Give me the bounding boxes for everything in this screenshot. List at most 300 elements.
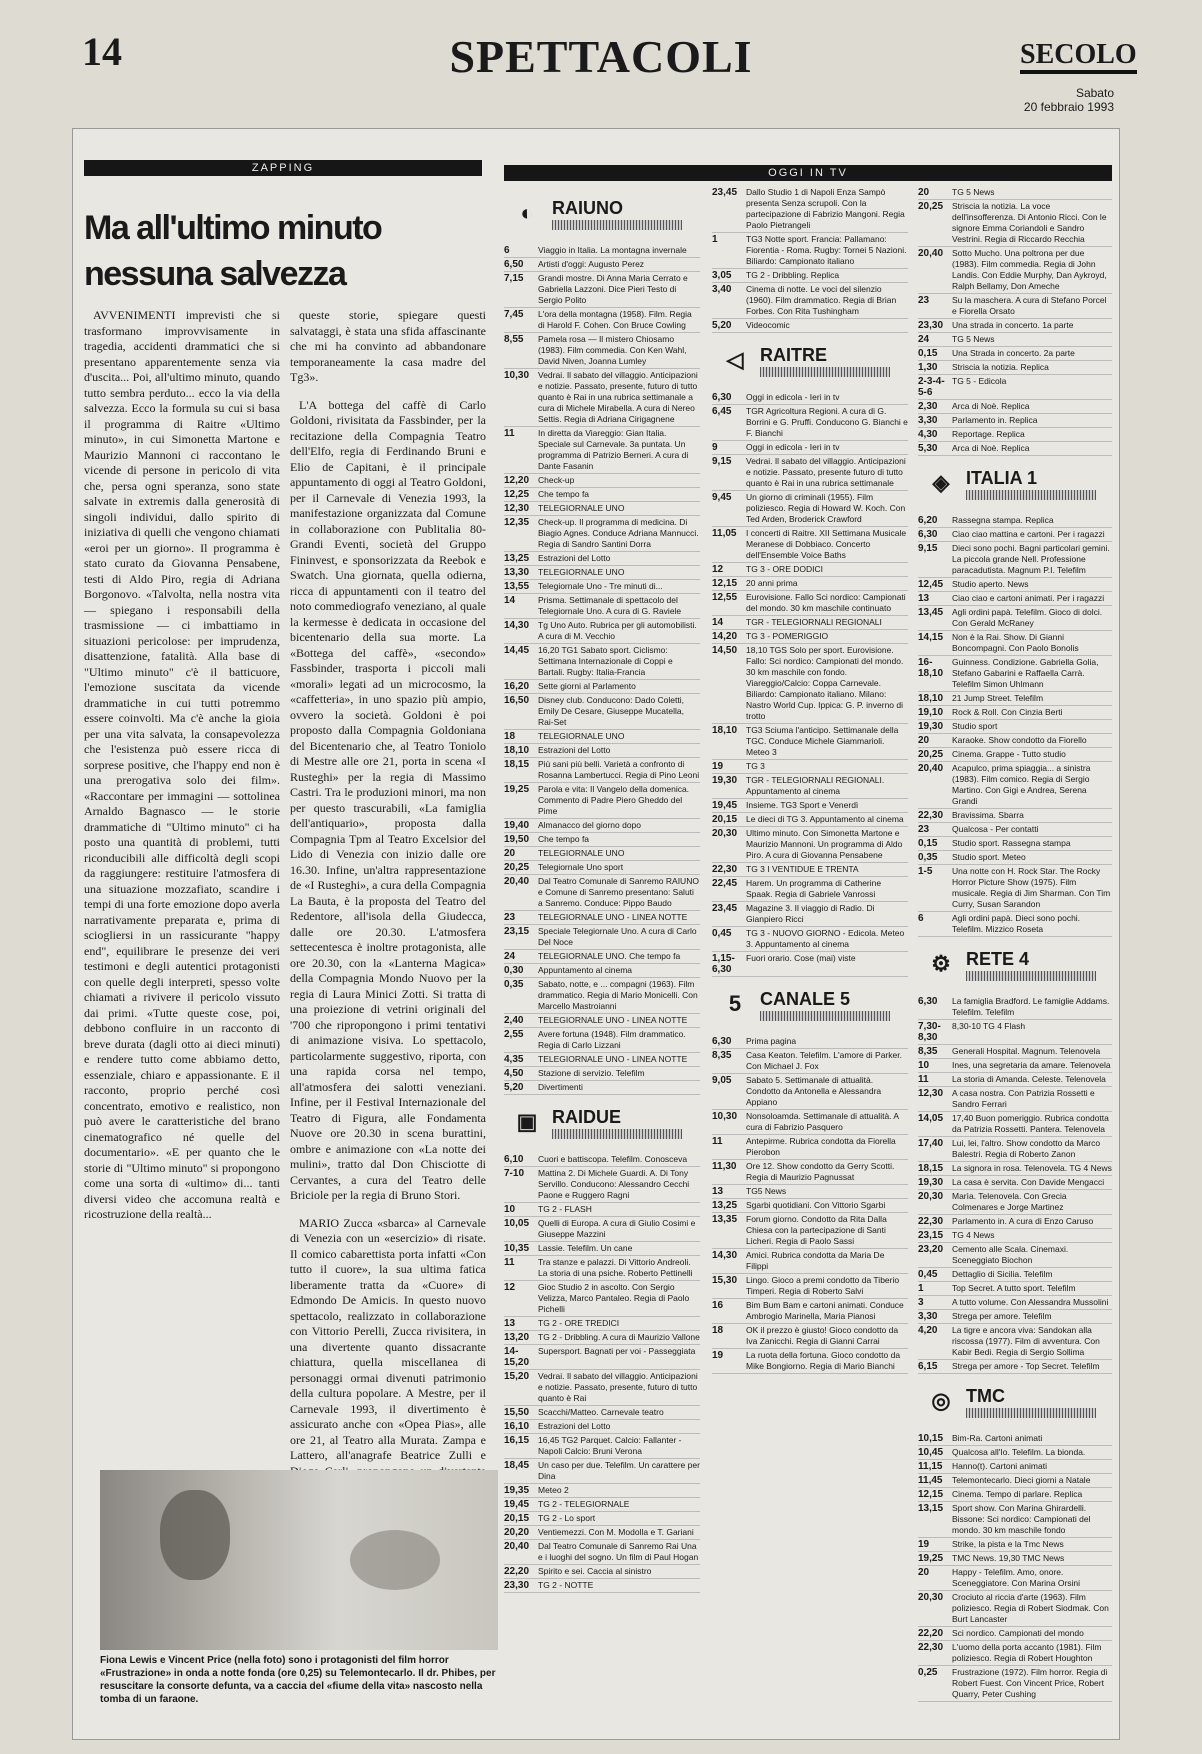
- program-title: Reportage. Replica: [952, 429, 1025, 439]
- program-listing: [712, 1160, 908, 1185]
- italia1-logo-icon: ◈: [932, 470, 950, 495]
- program-title: Casa Keaton. Telefilm. L'amore di Parker. Con Michael J. Fox: [746, 1050, 902, 1071]
- program-title: TG 2 - Dribbling. Replica: [746, 270, 840, 280]
- program-time: 20,15: [504, 1513, 530, 1524]
- program-title: Cemento alle Scala. Cinemaxi. Sceneggiato Biochon: [952, 1244, 1069, 1265]
- program-title: TG 3: [746, 761, 765, 771]
- program-time: 18,10: [918, 693, 944, 704]
- headline-line-1: Ma all'ultimo minuto: [84, 209, 382, 247]
- program-time: 19,45: [504, 1499, 530, 1510]
- program-title: TELEGIORNALE UNO - LINEA NOTTE: [538, 1015, 688, 1025]
- program-title: Striscia la notizia. Replica: [952, 362, 1049, 372]
- program-time: 22,30: [918, 1216, 944, 1227]
- program-title: Grandi mostre. Di Anna Maria Cerrato e Gabriella Lazzoni. Dice Pieri Testo di Sergio Polito: [538, 273, 688, 305]
- program-listing: [712, 491, 908, 527]
- program-title: Ines, una segretaria da amare. Telenovela: [952, 1060, 1111, 1070]
- program-time: 18,45: [504, 1460, 530, 1471]
- article-body-text: AVVENIMENTI imprevisti che si trasformano improvvisamente in tragedia, accidenti drammatici che si presentano apparentemente senza via d'uscita... Poi, all'ultimo minuto, quando tutto sembra perduto... ecco la via della salvezza. Ecco la formula su cui si basa il programma di Raitre «Ultimo minuto», in cui Simonetta Martone e Maurizio Mannoni ci raccontano le vicende di persone in pericolo di vita che, persa ogni speranza, sono state salvate in extremis dalla generosità di singoli individui, dallo spirito di iniziativa di quelli che vengono chiamati «eroi per un giorno». Il programma è stato curato da Giovanna Pensabene, testi di Aldo Piro, regia di Adriana Borgonovo. «Talvolta, nella nostra vita — spiegano i responsabili della trasmissione — ci imbattiamo in situazioni pericolose: per imprudenza, disattenzione, fatalità. Alla base di "Ultimo minuto" c'è il batticuore, l'emozione suscitata da vicende drammatiche in cui tutti potremmo essere coinvolti. Ma c'è anche la gioia per una vita salvata, la consapevolezza che l'esistenza può essere ricca di sorprese positive, che l'happy end non è una prerogativa solo dei film». «Raccontare per immagini — sottolinea Arnaldo Bagnasco — le storie drammatiche di "Ultimo minuto" ci ha posto una quantità di problemi, tutti riconducibili alle difficoltà degli scopi da raggiungere: restituire l'atmosfera di una situazione mozzafiato, scandire i tempi di una forte emozione dopo averla narrativamente preparata e, prima di sciogliersi in un rassicurante "happy end", equilibrare le presenze dei veri testimoni e degli autentici protagonisti con quelle degli interpreti, spesso volte chiamati a rivivere il pericolo vissuto dai primi. «Tutte queste cose, poi, debbono confluire in un racconto di breve durata (dagli otto ai dieci minuti) e rendere tutto come abbiamo detto, essenziale, chiaro e appassionante. E il racconto, proprio perché così concentrato, emotivo e realistico, non può avere le caratteristiche del brano cinematografico né quelle del documentario». «E per quanto che le storie di "Ultimo minuto" si propongono come una sorta di «ultimo» di... tanti diversi video che accomuna realtà e ricostruzione della realtà...: [84, 308, 280, 1221]
- program-time: 9: [712, 442, 718, 453]
- program-listing: [918, 692, 1112, 706]
- program-time: 13,30: [504, 567, 530, 578]
- program-title: Ore 12. Show condotto da Gerry Scotti. Regia di Maurizio Pagnussat: [746, 1161, 895, 1182]
- program-time: 20,40: [918, 248, 944, 259]
- program-title: Telegiornale Uno - Tre minuti di...: [538, 581, 663, 591]
- program-time: 7,15: [504, 273, 524, 284]
- program-time: 23,45: [712, 903, 738, 914]
- headline-line-2: nessuna salvezza: [84, 255, 346, 293]
- program-listing: [712, 1299, 908, 1324]
- program-listing: [918, 347, 1112, 361]
- program-time: 8,35: [712, 1050, 732, 1061]
- channel-stripe: [760, 1011, 890, 1021]
- raitre-logo-icon: ◁: [726, 347, 744, 372]
- program-time: 18,10: [712, 725, 738, 736]
- program-title: Più sani più belli. Varietà a confronto di Rosanna Lambertucci. Regia di Pino Leoni: [538, 759, 700, 780]
- program-time: 5,30: [918, 443, 938, 454]
- program-listing: [918, 706, 1112, 720]
- program-time: 15,20: [504, 1371, 530, 1382]
- program-time: 14,50: [712, 645, 738, 656]
- program-title: Sport show. Con Marina Ghirardelli. Bissone: Sci nordico: Campionati del mondo. 30 km maschile fondo: [952, 1503, 1091, 1535]
- program-time: 7-10: [504, 1168, 525, 1179]
- program-title: Insieme. TG3 Sport e Venerdì: [746, 800, 859, 810]
- program-time: 20: [918, 1567, 930, 1578]
- program-listing: [504, 566, 700, 580]
- program-time: 2,40: [504, 1015, 524, 1026]
- program-listing: [504, 1331, 700, 1345]
- program-time: 9,45: [712, 492, 732, 503]
- program-time: 0,45: [918, 1269, 938, 1280]
- channel-stripe: [552, 220, 682, 230]
- program-time: 9,15: [918, 543, 938, 554]
- program-time: 6,30: [712, 1036, 732, 1047]
- program-listing: [504, 272, 700, 308]
- program-time: 1,30: [918, 362, 938, 373]
- program-listing: [918, 1591, 1112, 1627]
- program-listing: [712, 902, 908, 927]
- program-time: 6,30: [712, 392, 732, 403]
- program-title: Cinema di notte. Le voci del silenzio (1960). Film drammatico. Regia di Brian Forbes. Con Rita Tushingham: [746, 284, 897, 316]
- program-listing: [504, 644, 700, 680]
- program-listing: [504, 911, 700, 925]
- program-time: 8,55: [504, 334, 524, 345]
- program-listing: [504, 333, 700, 369]
- program-listing: [712, 319, 908, 333]
- program-title: Lingo. Gioco a premi condotto da Tiberio Timperi. Regia di Roberto Salvi: [746, 1275, 900, 1296]
- channel-name: RAITRE: [760, 345, 827, 365]
- program-title: 16,20 TG1 Sabato sport. Ciclismo: Settimana Internazionale di Coppi e Bartali. Rugby: Italia-Francia: [538, 645, 673, 677]
- program-listing: [918, 762, 1112, 809]
- program-time: 14,30: [504, 620, 530, 631]
- program-listing: [918, 1502, 1112, 1538]
- program-listing: [918, 865, 1112, 912]
- channel-name: RETE 4: [966, 949, 1030, 969]
- program-time: 22,20: [504, 1566, 530, 1577]
- program-listing: [918, 1641, 1112, 1666]
- program-title: Dal Teatro Comunale di Sanremo RAIUNO e Comune di Sanremo presentano: Saluti a Sanremo. Conduce: Pippo Baudo: [538, 876, 699, 908]
- program-time: 7,45: [504, 309, 524, 320]
- program-listing: [504, 516, 700, 552]
- program-title: La ruota della fortuna. Gioco condotto da Mike Bongiorno. Regia di Mario Bianchi: [746, 1350, 901, 1371]
- program-listing: [504, 964, 700, 978]
- program-time: 18,15: [918, 1163, 944, 1174]
- program-listing: [918, 1460, 1112, 1474]
- program-listing: [504, 552, 700, 566]
- program-title: Generali Hospital. Magnum. Telenovela: [952, 1046, 1101, 1056]
- program-time: 22,30: [918, 1642, 944, 1653]
- program-time: 13,45: [918, 607, 944, 618]
- zucca-article: MARIO Zucca «sbarca» al Carnevale di Venezia con un «esercizio» di risate. Il comico cabarettista porta infatti «Con tutto il cuore», la sua ultima fatica liberamente tratta da «Cuore» di Edmondo De Amicis. In questo nuovo spettacolo, realizzato in collaborazione con Vittorio Perelli, Zucca rivisitera, in una divertente quanto dissacrante chiattura, quella miscellanea di personaggi ormai divenuti patrimonio della cultura popolare. A Mestre, per il Carnevale 1993, il divertimento è assicurato anche con «Opea Pias», alle ore 21, al Teatro alla Murata. Zampa e Lattero, all'anagrafe Beatrice Zulli e: [290, 1215, 486, 1462]
- program-listing: [712, 863, 908, 877]
- program-time: 11: [918, 1074, 929, 1085]
- program-listing: [504, 1081, 700, 1095]
- program-time: 17,40: [918, 1138, 944, 1149]
- program-listing: [712, 455, 908, 491]
- program-listing: [504, 1153, 700, 1167]
- program-time: 18: [712, 1325, 724, 1336]
- program-title: Pamela rosa — Il mistero Chiosamo (1983). Film commedia. Con Ken Wahl, David Niven, Joanna Lumley: [538, 334, 687, 366]
- channel-header-canale5: [712, 981, 908, 1029]
- program-title: TGR - TELEGIORNALI REGIONALI: [746, 617, 882, 627]
- program-time: 13,55: [504, 581, 530, 592]
- program-title: TELEGIORNALE UNO: [538, 731, 625, 741]
- program-time: 1: [712, 234, 718, 245]
- program-title: Vedrai. Il sabato del villaggio. Anticipazioni e notizie. Passato, presente futuro di tutto quanto è Rai in una rubrica settimanale: [746, 456, 906, 488]
- program-listing: [712, 1213, 908, 1249]
- program-time: 23,30: [918, 320, 944, 331]
- program-time: 1-5: [918, 866, 933, 877]
- program-time: 19: [712, 1350, 724, 1361]
- program-time: 11,05: [712, 528, 737, 539]
- program-time: 12,45: [918, 579, 944, 590]
- channel-stripe: [966, 490, 1096, 500]
- program-title: Prisma. Settimanale di spettacolo del Telegiornale Uno. A cura di G. Raviele: [538, 595, 682, 616]
- channel-header-raiuno: [504, 190, 700, 238]
- program-listing: [918, 319, 1112, 333]
- program-title: TG 2 - Lo sport: [538, 1513, 596, 1523]
- program-listing: [504, 1406, 700, 1420]
- tv-column-3: [918, 186, 1112, 1741]
- program-listing: [918, 1566, 1112, 1591]
- issue-date-value: 20 febbraio 1993: [1023, 100, 1114, 114]
- program-listing: [504, 744, 700, 758]
- program-time: 13: [918, 593, 930, 604]
- program-listing: [918, 200, 1112, 247]
- program-time: 10,15: [918, 1433, 944, 1444]
- program-time: 12,15: [712, 578, 738, 589]
- program-listing: [918, 514, 1112, 528]
- program-time: 12,30: [918, 1088, 944, 1099]
- program-title: Non è la Rai. Show. Di Gianni Boncompagni. Con Paolo Bonolis: [952, 632, 1079, 653]
- program-time: 12,30: [504, 503, 530, 514]
- program-time: 4,50: [504, 1068, 524, 1079]
- program-title: Lassie. Telefilm. Un cane: [538, 1243, 633, 1253]
- program-listing: [504, 1203, 700, 1217]
- program-time: 22,30: [712, 864, 738, 875]
- program-title: Lui, lei, l'altro. Show condotto da Marco Balestri. Regia di Roberto Zanon: [952, 1138, 1101, 1159]
- program-title: Agli ordini papà. Telefilm. Gioco di dolci. Con Gerald McRaney: [952, 607, 1103, 628]
- program-listing: [504, 1498, 700, 1512]
- tv-column-2: [712, 186, 908, 1741]
- program-listing: [918, 748, 1112, 762]
- program-time: 19,25: [504, 784, 530, 795]
- carnevale-article: L'A bottega del caffè di Carlo Goldoni, rivisitata da Fassbinder, per la recitazione della Compagnia Teatro dell'Elfo, regia di Ferdinando Bruni e Elio de Capitani, è il principale appuntamento di oggi al Teatro Goldoni, per il Carnevale di Venezia 1993, la manifestazione organizzata dal Comune in collaborazione con Publitalia 80-Grandi Eventi, società del Gruppo Fininvest, e sponsorizzata da Reebok e Swatch. Una giornata, quella odierna, ricca di appuntamenti con il teatro del noto commediografo veneziano, al quale la kermesse è dedicata in occasione del bicentenario della sua morte. La «Bottega del caffè», «secondo» Fassbinder, trasporta i piccoli mali «morali» legati ad un microcosmo, la «caffetteria», in uno spazio più ampio, ovvero la società. Goldoni è poi proposto dalla Compagnia Goldoniana del Bicentenario che, al Teatro Toniolo di Mestre alle ore 21, porta in scena «I Rusteghi» per la regia di Massimo Castri. Tra le produzioni minori, ma non per questo trascurabili, «La famiglia dell'antiquario», proposta dalla Compagnia Tpm al Teatro Excelsior del Lido di Venezia con inizio dalle ore 16.30. Infine, un'altra rappresentazione de «I Rusteghi», a cura della Compagnia La Bauta, è la proposta del Teatro del Redentore, all'isola della Giudecca, dalle ore 20.30. L'atmosfera settecentesca è inoltre protagonista, alle ore 20.30, con la «Lanterna Magica» della Compagnia Mondo Nuovo per la regia di Laura Minici Zotti. Si tratta di una proiezione di vetrini originali del '700 che ripropongono i primi tentativi di animazione visiva. Lo spettacolo, particolarmente suggestivo, riporta, con una rapida corsa nel tempo, all'atmosfera dei salotti veneziani. Infine, per il Festival Internazionale del Teatro di Figura, alle Fondamenta Nuove ore 20.30 in scena burattini, ombre e animazione con «La notte dei mulini», tratto dal Don Chisciotte di Cervantes, a cura del Teatro delle Briciole per la regia di Bruno Stori.: [290, 397, 486, 1202]
- program-time: 19,40: [504, 820, 530, 831]
- program-time: 23,15: [918, 1230, 944, 1241]
- program-time: 20,30: [918, 1191, 944, 1202]
- program-listing: [918, 1627, 1112, 1641]
- program-listing: [712, 952, 908, 977]
- program-listing: [712, 827, 908, 863]
- program-title: TGR Agricoltura Regioni. A cura di G. Borrini e G. Pruffi. Conducono G. Bianchi e F. Bianchi: [746, 406, 908, 438]
- program-title: Ciao ciao e cartoni animati. Per i ragazzi: [952, 593, 1105, 603]
- program-time: 10: [918, 1060, 930, 1071]
- program-title: TELEGIORNALE UNO - LINEA NOTTE: [538, 912, 688, 922]
- section-title: SPETTACOLI: [449, 31, 753, 82]
- program-time: 11,45: [918, 1475, 943, 1486]
- program-listing: [918, 375, 1112, 400]
- program-title: Avere fortuna (1948). Film drammatico. Regia di Carlo Lizzani: [538, 1029, 686, 1050]
- program-time: 19: [712, 761, 724, 772]
- program-title: Bim Bum Bam e cartoni animati. Conduce Ambrogio Marinella, Maria Pianosi: [746, 1300, 904, 1321]
- program-time: 18,10: [504, 745, 530, 756]
- program-listing: [504, 308, 700, 333]
- tmc-logo-icon: ◎: [931, 1388, 951, 1413]
- program-title: Telemontecarlo. Dieci giorni a Natale: [952, 1475, 1091, 1485]
- program-title: TG5 News: [746, 1186, 787, 1196]
- program-time: 14,20: [712, 631, 738, 642]
- canale5-logo-icon: 5: [728, 991, 742, 1016]
- program-title: Che tempo fa: [538, 489, 590, 499]
- program-time: 0,15: [918, 348, 938, 359]
- program-listing: [918, 1243, 1112, 1268]
- program-title: 8,30-10 TG 4 Flash: [952, 1021, 1026, 1031]
- program-listing: [504, 861, 700, 875]
- program-title: Spirito e sei. Caccia al sinistro: [538, 1566, 652, 1576]
- issue-day: Sabato: [1075, 86, 1114, 100]
- program-title: Check-up. Il programma di medicina. Di Biagio Agnes. Conduce Adriana Mannucci. Regia di Sandro Santini Dorra: [538, 517, 699, 549]
- program-listing: [504, 502, 700, 516]
- program-time: 19,10: [918, 707, 944, 718]
- program-time: 11,15: [918, 1461, 943, 1472]
- program-time: 19,30: [918, 1177, 944, 1188]
- program-listing: [918, 528, 1112, 542]
- program-listing: [918, 1446, 1112, 1460]
- program-listing: [918, 294, 1112, 319]
- program-title: La casa è servita. Con Davide Mengacci: [952, 1177, 1105, 1187]
- program-time: 10,45: [918, 1447, 944, 1458]
- rete4-logo-icon: ⚙: [931, 951, 951, 976]
- program-listing: [918, 1538, 1112, 1552]
- program-time: 20,30: [712, 828, 738, 839]
- program-time: 4,20: [918, 1325, 938, 1336]
- program-listing: [918, 734, 1112, 748]
- channel-header-raitre: [712, 337, 908, 385]
- program-time: 23,30: [504, 1580, 530, 1591]
- program-listing: [712, 563, 908, 577]
- program-title: Qualcosa - Per contatti: [952, 824, 1039, 834]
- program-title: TG3 Sciuma l'anticipo. Settimanale della TGC. Conduce Michele Giammarioli. Meteo 3: [746, 725, 899, 757]
- newspaper-logo: SECOLO: [1020, 40, 1137, 74]
- program-title: Hanno(t). Cartoni animati: [952, 1461, 1047, 1471]
- program-title: Scacchi/Matteo. Carnevale teatro: [538, 1407, 664, 1417]
- program-time: 19,50: [504, 834, 530, 845]
- program-title: Agli ordini papà. Dieci sono pochi. Telefilm. Mizzico Roseta: [952, 913, 1081, 934]
- program-listing: [504, 833, 700, 847]
- program-time: 14-15,20: [504, 1346, 530, 1368]
- program-time: 10,30: [712, 1111, 738, 1122]
- program-title: Guinness. Condizione. Gabriella Golia, Stefano Gabarini e Raffaella Carrà. Telefilm Simon Uhlmann: [952, 657, 1099, 689]
- program-time: 13,20: [504, 1332, 530, 1343]
- program-time: 16-18,10: [918, 657, 944, 679]
- program-title: Harem. Un programma di Catherine Spaak. Regia di Gabriele Vanrossi: [746, 878, 882, 899]
- program-title: 16,45 TG2 Parquet. Calcio: Fallanter - Napoli Calcio: Bruni Verona: [538, 1435, 682, 1456]
- program-listing: [918, 995, 1112, 1020]
- program-time: 6,10: [504, 1154, 524, 1165]
- program-listing: [712, 1274, 908, 1299]
- program-title: Happy - Telefilm. Amo, onore. Sceneggiatore. Con Marina Orsini: [952, 1567, 1081, 1588]
- program-title: Strike, la pista e la Tmc News: [952, 1539, 1064, 1549]
- program-title: La tigre e ancora viva: Sandokan alla riscossa (1977). Film di avventura. Con Kabir Bedi. Regia di Sergio Sollima: [952, 1325, 1100, 1357]
- program-listing: [918, 1045, 1112, 1059]
- program-title: Parlamento in. Replica: [952, 415, 1038, 425]
- program-time: 19,25: [918, 1553, 944, 1564]
- channel-name: ITALIA 1: [966, 468, 1037, 488]
- program-time: 24: [918, 334, 930, 345]
- program-title: 20 anni prima: [746, 578, 798, 588]
- program-listing: [918, 1176, 1112, 1190]
- photo-caption: Fiona Lewis e Vincent Price (nella foto) sono i protagonisti del film horror «Frustrazione» in onda a notte fonda (ore 0,25) su Telemontecarlo. Il dr. Phibes, per resuscitare la consorte defunta, va a caccia del «fiume della vita» nascosto nella tomba di un faraone.: [100, 1655, 496, 1705]
- program-time: 8,35: [918, 1046, 938, 1057]
- program-listing: [918, 1296, 1112, 1310]
- program-listing: [712, 1110, 908, 1135]
- program-title: Dettaglio di Sicilia. Telefilm: [952, 1269, 1053, 1279]
- program-listing: [504, 1256, 700, 1281]
- program-listing: [712, 1074, 908, 1110]
- article-headline: [84, 205, 384, 297]
- program-title: TG 3 - POMERIGGIO: [746, 631, 829, 641]
- program-time: 0,25: [918, 1667, 938, 1678]
- program-title: Supersport. Bagnati per voi - Passeggiata: [538, 1346, 696, 1356]
- program-listing: [918, 1310, 1112, 1324]
- program-title: TELEGIORNALE UNO: [538, 848, 625, 858]
- program-time: 23: [918, 295, 930, 306]
- program-title: 17,40 Buon pomeriggio. Rubrica condotta da Patrizia Rossetti. Pantera. Telenovela: [952, 1113, 1109, 1134]
- channel-stripe: [760, 367, 890, 377]
- program-listing: [504, 1579, 700, 1593]
- program-title: Una notte con H. Rock Star. The Rocky Horror Picture Show (1975). Film musicale. Regia di Jim Sharman. Con Tim Curry, Susan Sarandon: [952, 866, 1111, 909]
- program-title: Forum giorno. Condotto da Rita Dalla Chiesa con la partecipazione di Santi Licheri. Regia di Paolo Sassi: [746, 1214, 887, 1246]
- program-time: 20,40: [504, 1541, 530, 1552]
- oggi-in-tv-tag: OGGI IN TV: [504, 165, 1112, 181]
- program-title: Fuori orario. Cose (mai) viste: [746, 953, 856, 963]
- program-title: Estrazioni del Lotto: [538, 1421, 611, 1431]
- program-title: Karaoke. Show condotto da Fiorello: [952, 735, 1087, 745]
- channel-stripe: [966, 1408, 1096, 1418]
- photo-figure-2: [350, 1530, 440, 1590]
- program-listing: [504, 1317, 700, 1331]
- program-listing: [918, 656, 1112, 692]
- program-listing: [504, 978, 700, 1014]
- program-title: In diretta da Viareggio: Gian Italia. Speciale sul Carnevale. 3a puntata. Un programma di Patrizio Berneri. A cura di Dante Fasanin: [538, 428, 689, 471]
- program-listing: [918, 1474, 1112, 1488]
- program-time: 11: [712, 1136, 723, 1147]
- program-title: Nonsoloamda. Settimanale di attualità. A cura di Fabrizio Pasquero: [746, 1111, 899, 1132]
- program-time: 20: [504, 848, 516, 859]
- channel-header-tmc: [918, 1378, 1112, 1426]
- program-listing: [712, 1185, 908, 1199]
- program-time: 0,35: [504, 979, 524, 990]
- program-title: TG3 Notte sport. Francia: Pallamano: Fiorentia - Roma. Rugby: Tornei 5 Nazioni. Biliardo: Campionato italiano: [746, 234, 907, 266]
- program-time: 20: [918, 187, 930, 198]
- program-listing: [712, 616, 908, 630]
- page-number: 14: [82, 29, 122, 74]
- program-time: 12,20: [504, 475, 530, 486]
- program-title: Vedrai. Il sabato del villaggio. Anticipazioni e notizie. Passato, presente, futuro di tutto quanto è Rai in una rubrica settimanale a cura di Michele Mirabella. A cura di Nereo Settis. Regia di Adriana Cirigagnene: [538, 370, 698, 424]
- program-title: Videocomic: [746, 320, 790, 330]
- program-time: 20,25: [918, 749, 944, 760]
- program-listing: [504, 1459, 700, 1484]
- channel-stripe: [966, 971, 1096, 981]
- program-listing: [504, 783, 700, 819]
- program-title: Dieci sono pochi. Bagni particolari gemini. La piccola grande Nell. Professione paracadutista. Magnum P.I. Telefilm: [952, 543, 1110, 575]
- program-listing: [712, 1049, 908, 1074]
- program-time: 4,35: [504, 1054, 524, 1065]
- program-title: TG 3 - NUOVO GIORNO - Edicola. Meteo 3. Appuntamento al cinema: [746, 928, 905, 949]
- program-listing: [504, 1067, 700, 1081]
- issue-date: [1024, 86, 1114, 114]
- raiuno-logo-icon: ◐: [520, 200, 534, 225]
- program-listing: [918, 1073, 1112, 1087]
- program-time: 6,30: [918, 529, 938, 540]
- program-time: 12,35: [504, 517, 530, 528]
- program-time: 24: [504, 951, 516, 962]
- program-title: Almanacco del giorno dopo: [538, 820, 642, 830]
- channel-name: RAIUNO: [552, 198, 623, 218]
- program-listing: [504, 847, 700, 861]
- program-title: Arca di Noè. Replica: [952, 401, 1030, 411]
- program-listing: [712, 1135, 908, 1160]
- program-title: Sette giorni al Parlamento: [538, 681, 636, 691]
- program-time: 18,15: [504, 759, 530, 770]
- program-title: TG 3 I VENTIDUE E TRENTA: [746, 864, 859, 874]
- program-title: La storia di Amanda. Celeste. Telenovela: [952, 1074, 1106, 1084]
- channel-header-raidue: [504, 1099, 700, 1147]
- program-time: 11,30: [712, 1161, 737, 1172]
- program-title: 21 Jump Street. Telefilm: [952, 693, 1044, 703]
- program-time: 4,30: [918, 429, 938, 440]
- program-title: Su la maschera. A cura di Stefano Porcel e Fiorella Orsato: [952, 295, 1107, 316]
- program-title: I concerti di Raitre. XII Settimana Musicale Meranese di Dobbiaco. Concerto dell'Ensemble Voice Baths: [746, 528, 907, 560]
- program-time: 12,15: [918, 1489, 944, 1500]
- program-listing: [918, 823, 1112, 837]
- program-listing: [918, 542, 1112, 578]
- program-title: Studio sport. Meteo: [952, 852, 1026, 862]
- program-title: TG 2 - FLASH: [538, 1204, 592, 1214]
- program-title: Striscia la notizia. La voce dell'insofferenza. Di Antonio Ricci. Con le signore Emma Coriandoli e Sandro Vestrini. Regia di Riccardo Recchia: [952, 201, 1107, 244]
- program-title: Magazine 3. Il viaggio di Radio. Di Gianpiero Ricci: [746, 903, 875, 924]
- program-time: 13,35: [712, 1214, 738, 1225]
- article-column-2: [290, 308, 486, 1462]
- program-title: Viaggio in Italia. La montagna invernale: [538, 245, 687, 255]
- program-time: 13: [504, 1318, 516, 1329]
- program-time: 12,25: [504, 489, 530, 500]
- program-listing: [918, 1112, 1112, 1137]
- program-time: 19,35: [504, 1485, 530, 1496]
- program-title: Antepirme. Rubrica condotta da Fiorella Pierobon: [746, 1136, 896, 1157]
- program-time: 22,20: [918, 1628, 944, 1639]
- program-title: Meteo 2: [538, 1485, 569, 1495]
